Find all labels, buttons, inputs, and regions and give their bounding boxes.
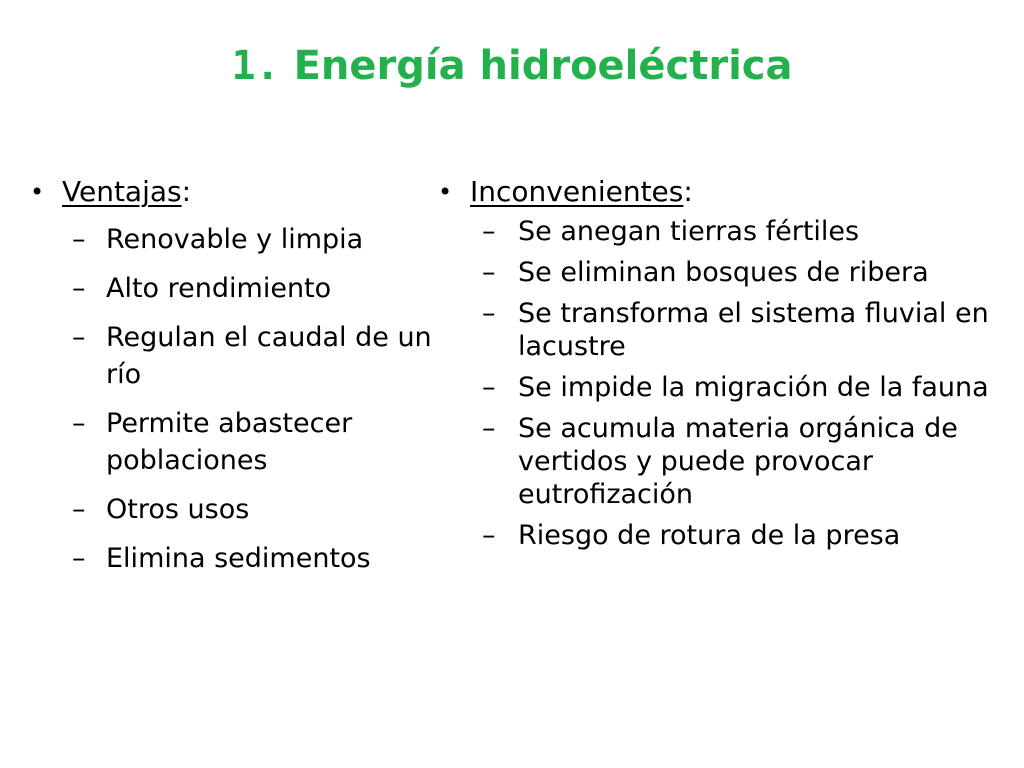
list-item [438, 519, 1024, 552]
list-item [438, 256, 1024, 289]
list-item [30, 405, 440, 479]
dash-icon: – [482, 413, 496, 444]
list-item [438, 297, 1024, 363]
list-item-text: Se anegan tierras fértiles [518, 216, 860, 247]
list-item [30, 270, 440, 307]
heading-colon: : [683, 175, 693, 208]
bullet-icon: • [438, 178, 453, 206]
list-item-text: Permite abastecer poblaciones [106, 408, 353, 476]
dash-icon: – [482, 216, 496, 247]
dash-icon: – [482, 372, 496, 403]
dash-icon: – [482, 298, 496, 329]
list-item [30, 491, 440, 528]
title-text: Energía hidroeléctrica [293, 43, 793, 89]
disadvantages-column [438, 172, 1024, 552]
list-item [30, 319, 440, 393]
disadvantages-heading-text: Inconvenientes [470, 175, 684, 208]
list-item [30, 540, 440, 577]
dash-icon: – [72, 224, 86, 255]
list-item-text: Se eliminan bosques de ribera [518, 257, 929, 288]
list-item [30, 221, 440, 258]
dash-icon: – [482, 257, 496, 288]
disadvantages-list [438, 215, 1024, 552]
list-item-text: Se transforma el sistema fluvial en lacustre [518, 298, 989, 362]
heading-colon: : [181, 175, 192, 208]
disadvantages-heading [438, 172, 1024, 212]
advantages-column [30, 172, 440, 577]
bullet-icon: • [30, 178, 45, 206]
list-item-text: Riesgo de rotura de la presa [518, 520, 901, 551]
dash-icon: – [72, 273, 86, 304]
list-item [438, 215, 1024, 248]
dash-icon: – [72, 408, 86, 439]
advantages-heading [30, 172, 440, 212]
title-number: 1. [231, 43, 280, 89]
list-item [438, 412, 1024, 511]
dash-icon: – [72, 543, 86, 574]
list-item-text: Se acumula materia orgánica de vertidos y puede provocar eutrofización [518, 413, 958, 510]
advantages-heading-text: Ventajas [62, 175, 182, 208]
list-item-text: Elimina sedimentos [106, 543, 371, 574]
list-item-text: Renovable y limpia [106, 224, 364, 255]
list-item [438, 371, 1024, 404]
list-item-text: Otros usos [106, 494, 250, 525]
dash-icon: – [72, 494, 86, 525]
slide-title [0, 40, 1024, 92]
list-item-text: Regulan el caudal de un río [106, 322, 432, 390]
dash-icon: – [72, 322, 86, 353]
advantages-list [30, 221, 440, 577]
dash-icon: – [482, 520, 496, 551]
list-item-text: Se impide la migración de la fauna [518, 372, 989, 403]
list-item-text: Alto rendimiento [106, 273, 332, 304]
